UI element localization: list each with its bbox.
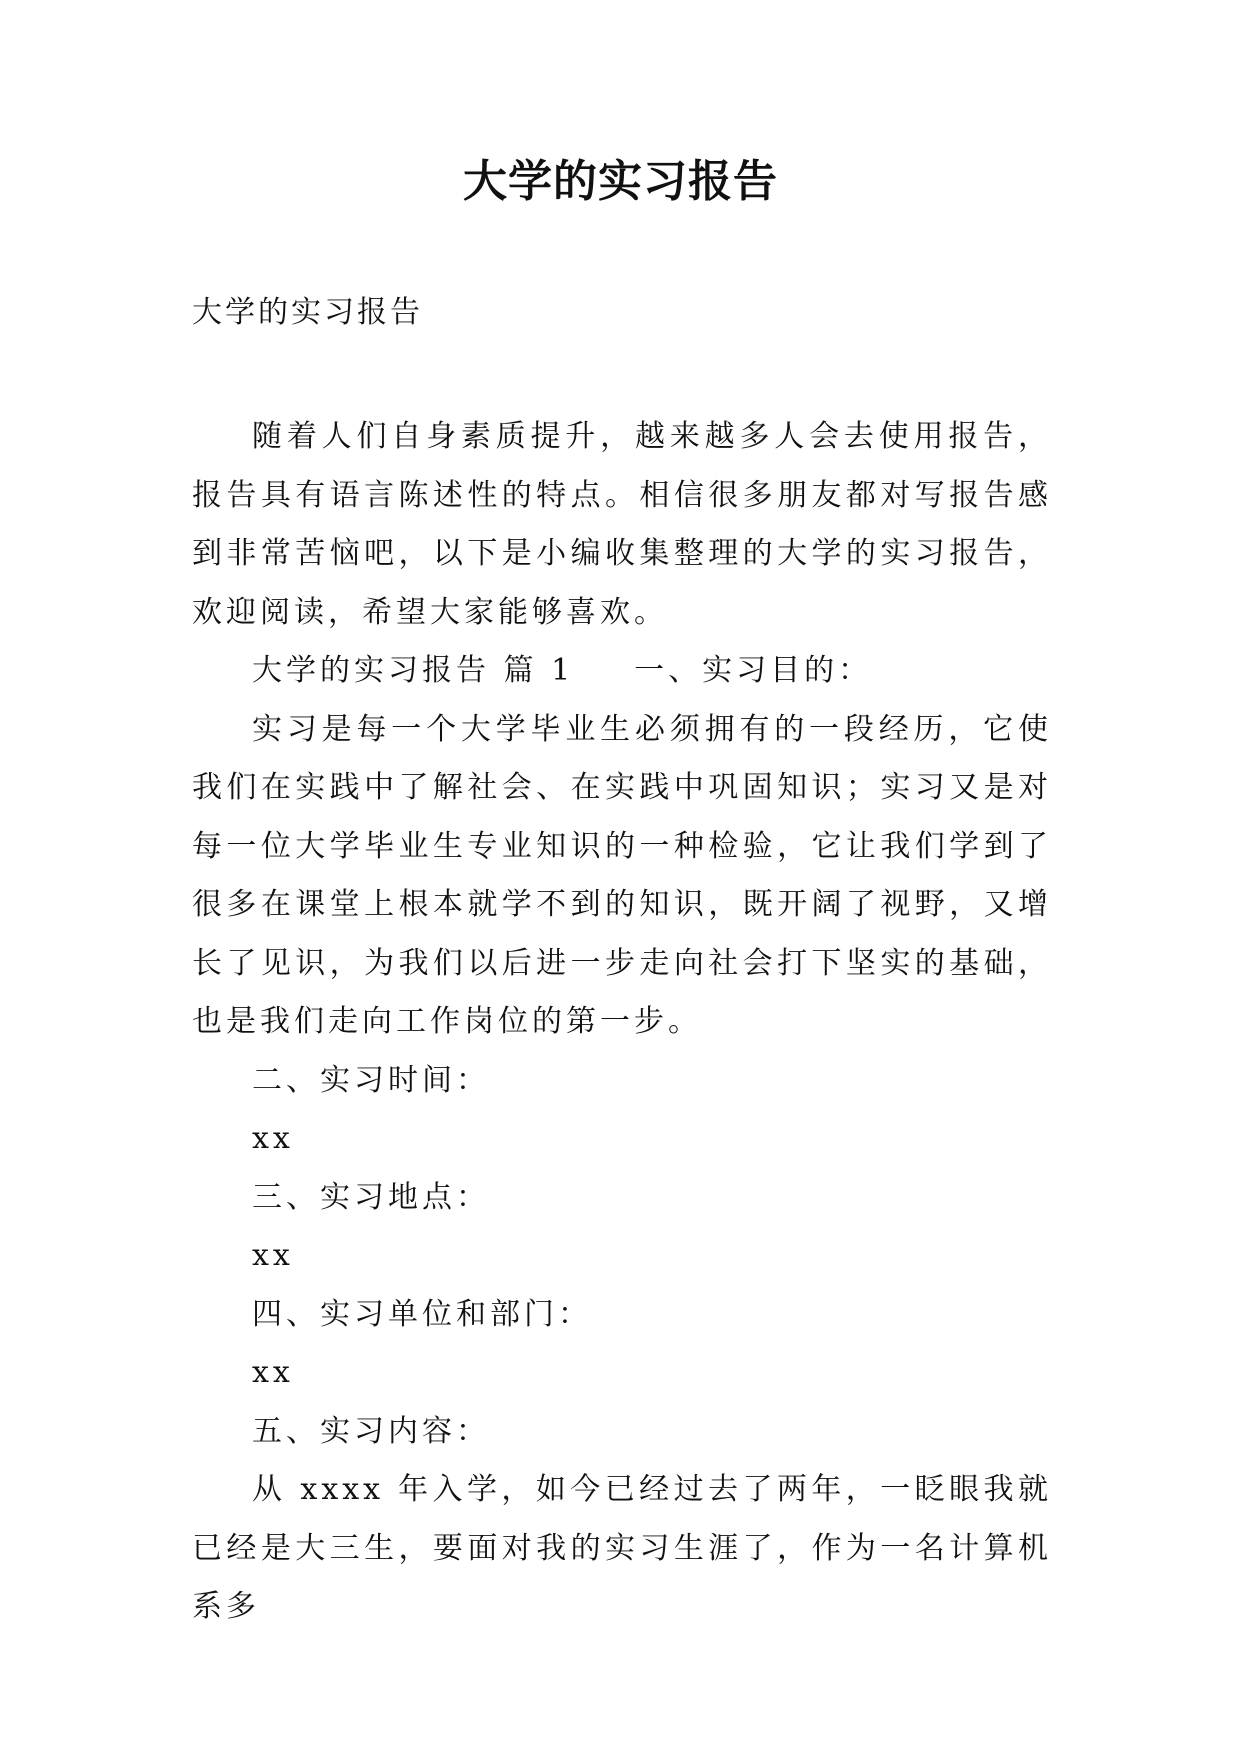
- document-title: 大学的实习报告: [463, 156, 778, 207]
- document-subtitle: 大学的实习报告: [192, 295, 423, 330]
- section-label: 大学的实习报告 篇 1: [252, 653, 575, 688]
- document-body: [192, 408, 1052, 1637]
- time-heading: 二、实习时间：: [252, 1062, 490, 1098]
- place-heading: 三、实习地点：: [252, 1179, 490, 1215]
- content-paragraph: 从 xxxx 年入学，如今已经过去了两年，一眨眼我就已经是大三生，要面对我的实习生涯了，作为一名计算机系多: [192, 1472, 1052, 1624]
- content-heading: 五、实习内容：: [252, 1413, 490, 1449]
- time-value: xx: [252, 1121, 294, 1156]
- unit-heading: 四、实习单位和部门：: [252, 1296, 592, 1332]
- section-line: [192, 642, 1052, 701]
- purpose-heading: 一、实习目的：: [634, 653, 873, 688]
- place-value: xx: [252, 1238, 294, 1273]
- purpose-paragraph: 实习是每一个大学毕业生必须拥有的一段经历，它使我们在实践中了解社会、在实践中巩固知识；实习又是对每一位大学毕业生专业知识的一种检验，它让我们学到了很多在课堂上根本就学不到的知识，既开阔了视野，又增长了见识，为我们以后进一步走向社会打下坚实的基础，也是我们走向工作岗位的第一步。: [192, 711, 1052, 1039]
- intro-paragraph: 随着人们自身素质提升，越来越多人会去使用报告，报告具有语言陈述性的特点。相信很多朋友都对写报告感到非常苦恼吧，以下是小编收集整理的大学的实习报告，欢迎阅读，希望大家能够喜欢。: [192, 419, 1052, 630]
- unit-value: xx: [252, 1355, 294, 1390]
